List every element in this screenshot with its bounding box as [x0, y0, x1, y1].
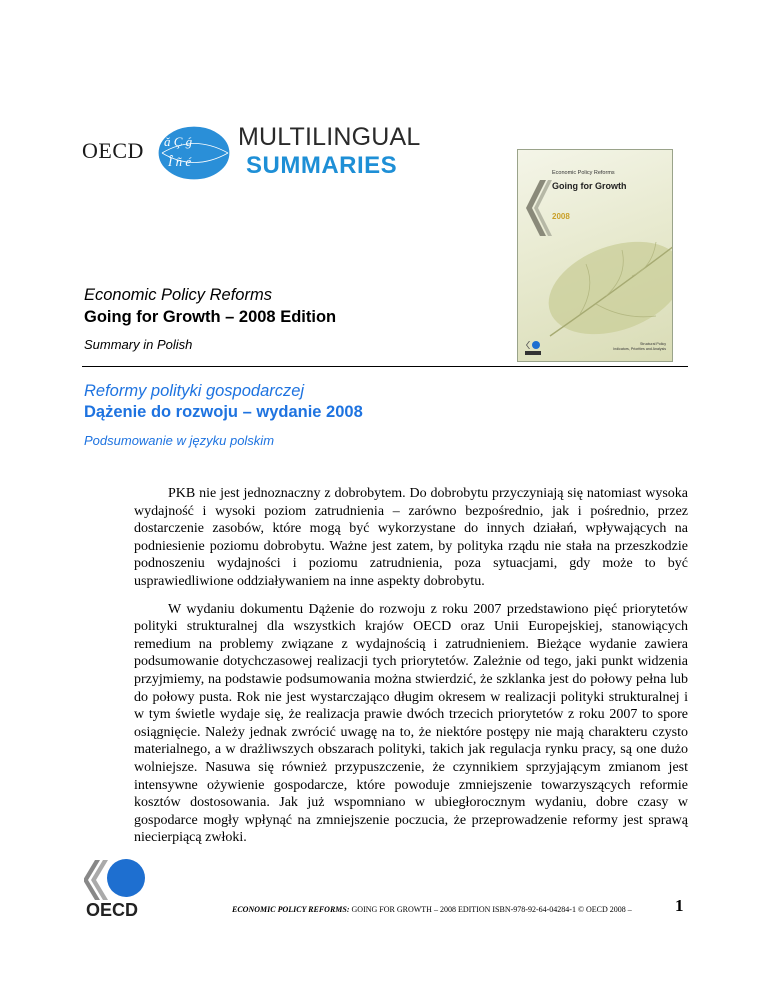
- page-number: 1: [675, 896, 684, 915]
- footer-logo-text: OECD: [86, 900, 139, 918]
- logo-summaries-word: SUMMARIES: [246, 152, 398, 179]
- oecd-multilingual-summaries-logo: [82, 118, 421, 188]
- svg-text:ǎ Ç ǵ: ǎ Ç ǵ: [164, 134, 193, 149]
- english-series-title: Economic Policy Reforms: [84, 286, 272, 304]
- summary-body: [134, 485, 688, 857]
- polish-main-title: Dążenie do rozwoju – wydanie 2008: [84, 403, 363, 421]
- cover-series: Economic Policy Reforms: [552, 170, 615, 176]
- logo-oecd-word: OECD: [82, 138, 144, 163]
- cover-subtitle-line1: Structural Policy: [640, 342, 666, 346]
- cover-title: Going for Growth: [552, 181, 627, 191]
- footer-running-rest: GOING FOR GROWTH – 2008 EDITION ISBN-978-92-64-04284-1 © OECD 2008 –: [349, 905, 632, 914]
- english-main-title: Going for Growth – 2008 Edition: [84, 308, 337, 326]
- cover-subtitle: [613, 342, 666, 352]
- oecd-footer-logo-icon: [84, 856, 148, 918]
- body-paragraph-2: W wydaniu dokumentu Dążenie do rozwoju z roku 2007 przedstawiono pięć priorytetów polityki strukturalnej dla wszystkich krajów OECD oraz Unii Europejskiej, stanowiących remedium na problemy związane z wydajnością i zatrudnieniem. Bieżące wydanie zawiera podsumowanie dotychczasowej realizacji tych priorytetów. Zależnie od tego, jaki punkt widzenia przyjmiemy, na podstawie podsumowania można stwierdzić, że szklanka jest do połowy pełna lub do połowy pusta. Rok nie jest wystarczająco długim okresem w realizacji polityki strukturalnej i w tym świetle wydaje się, że realizacja prawie dwóch trzecich priorytetów z roku 2007 to spore osiągnięcie. Należy jednak zwrócić uwagę na to, że niektóre postępy nie mają charakteru czysto materialnego, a w drażliwszych obszarach polityki, takich jak regulacja rynku pracy, są one dużo wolniejsze. Nasuwa się również przypuszczenie, że czynnikiem sprzyjającym zmianom jest intensywne ożywienie gospodarcze, które powoduje zmniejszenie towarzyszących reformie kosztów dostosowania. Jak już wspomniano w ubiegłorocznym wydaniu, dobre czasy w gospodarce mogły wpłynąć na zmniejszenie poczucia, że przeprowadzenie reformy jest sprawą niecierpiącą zwłoki.: [134, 601, 688, 846]
- svg-text:Î ñ é: Î ñ é: [168, 154, 192, 169]
- footer-running-title: ECONOMIC POLICY REFORMS:: [232, 905, 350, 914]
- polish-series-title: Reformy polityki gospodarczej: [84, 382, 305, 400]
- globe-icon: [154, 122, 240, 184]
- cover-oecd-logo-icon: [524, 340, 542, 356]
- body-paragraph-1: PKB nie jest jednoznaczny z dobrobytem. Do dobrobytu przyczyniają się natomiast wysoka wydajność i wysoki poziom zatrudnienia – zarówno bezpośrednio, jak i pośrednio, przez dostarczenie zasobów, które mogą być wykorzystane do innych działań, wpływających na podniesienie poziomu dobrobytu. Ważne jest zatem, by polityka rządu nie stała na przeszkodzie podnoszeniu wydajności i poziomu zatrudnienia, poza sytuacjami, gdy może to być usprawiedliwione oddziaływaniem na inne aspekty dobrobytu.: [134, 486, 688, 589]
- polish-language-note: Podsumowanie w języku polskim: [84, 433, 275, 448]
- cover-year: 2008: [552, 212, 570, 221]
- book-cover: [517, 149, 673, 362]
- leaf-illustration: [536, 228, 673, 348]
- cover-subtitle-line2: Indicators, Priorities and Analysis: [613, 347, 666, 351]
- english-language-note: Summary in Polish: [84, 337, 193, 352]
- logo-multilingual-word: MULTILINGUAL: [238, 123, 421, 151]
- title-divider: [82, 366, 688, 367]
- running-footer: [232, 905, 632, 914]
